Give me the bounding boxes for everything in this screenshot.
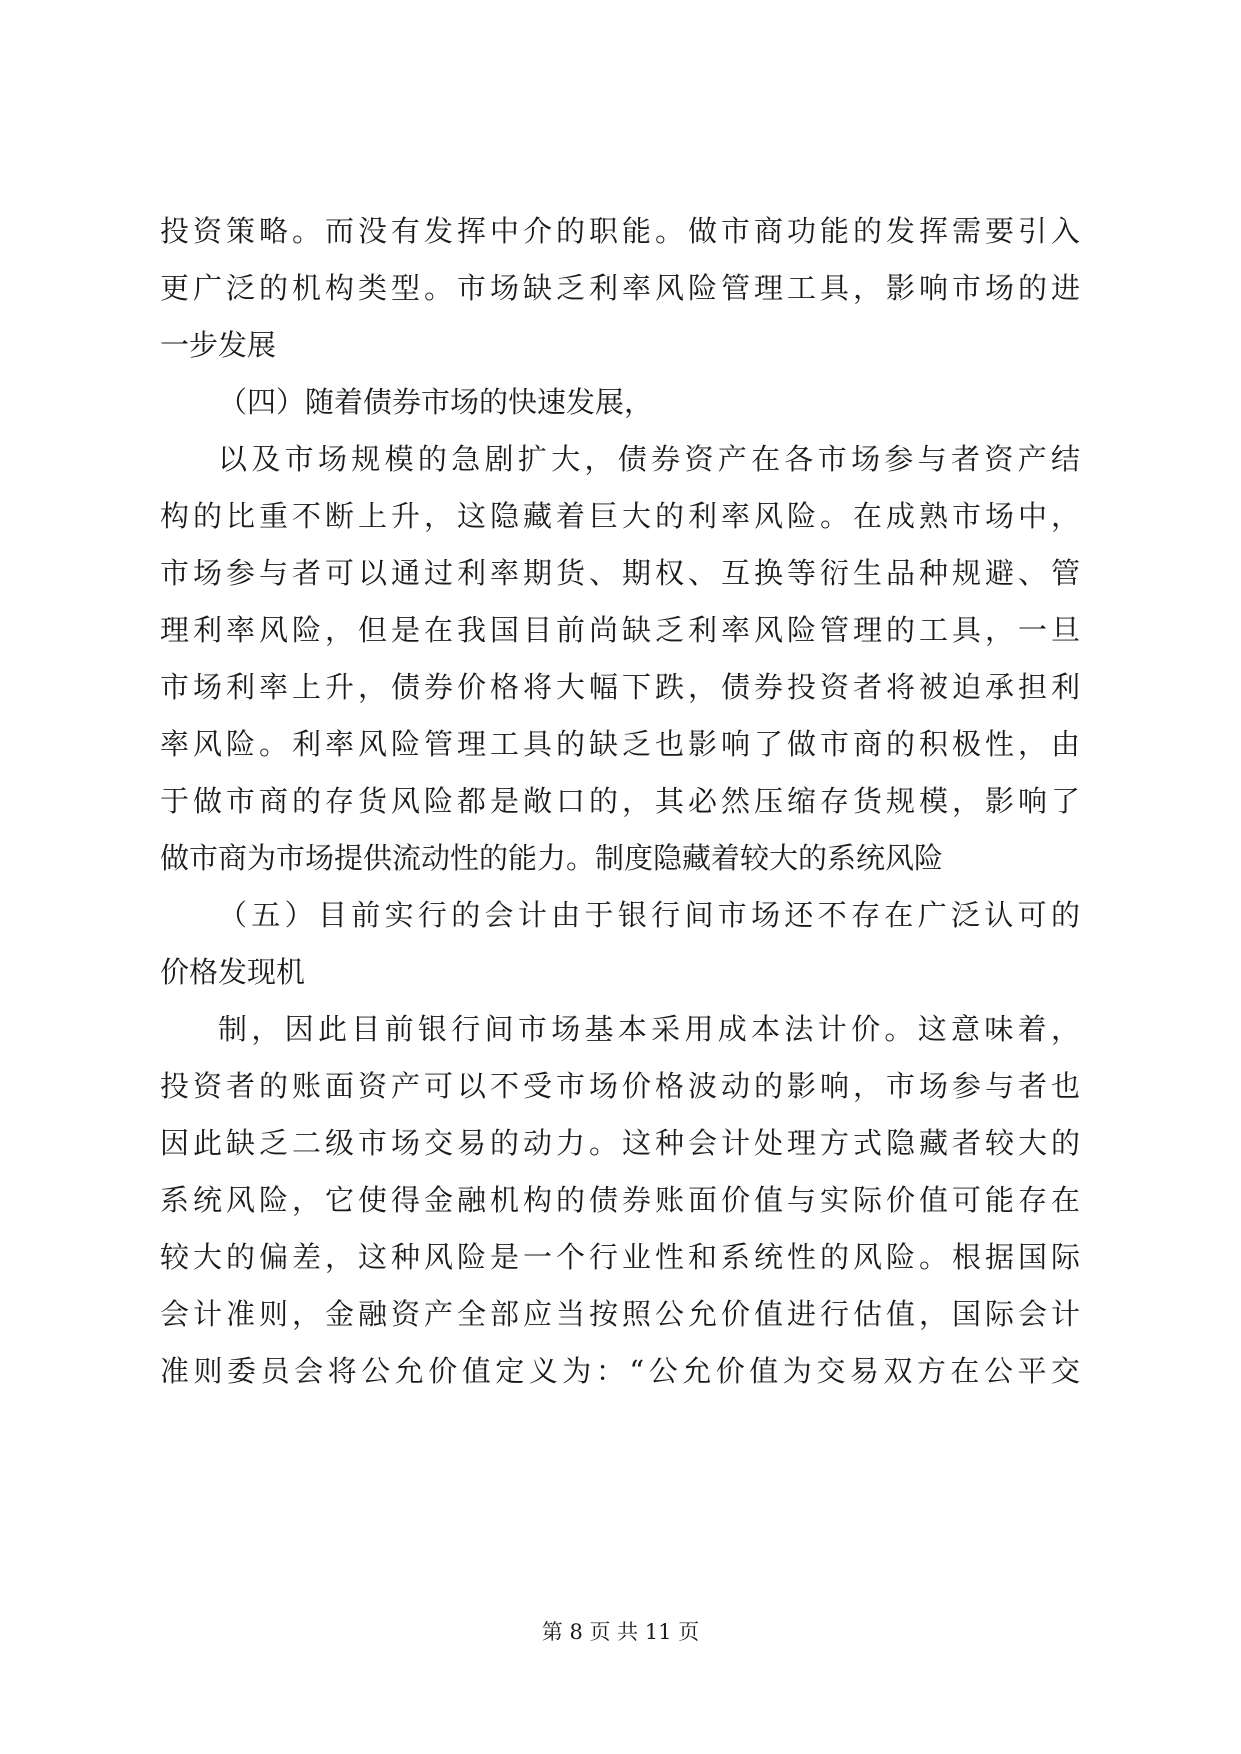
text-line: 投资策略。而没有发挥中介的职能。做市商功能的发挥需要引入 — [160, 214, 1080, 248]
body-text — [160, 203, 1080, 1400]
text-line: 制，因此目前银行间市场基本采用成本法计价。这意味着， — [218, 1012, 1080, 1046]
text-line: 于做市商的存货风险都是敞口的，其必然压缩存货规模，影响了 — [160, 784, 1080, 818]
text-line: 较大的偏差，这种风险是一个行业性和系统性的风险。根据国际 — [160, 1240, 1080, 1274]
page-number-footer: 第 8 页 共 11 页 — [541, 1620, 700, 1644]
text-line: 市场参与者可以通过利率期货、期权、互换等衍生品种规避、管 — [160, 556, 1080, 590]
text-line: 以及市场规模的急剧扩大，债券资产在各市场参与者资产结 — [218, 442, 1080, 476]
text-line: 率风险。利率风险管理工具的缺乏也影响了做市商的积极性，由 — [160, 727, 1080, 761]
text-line: 投资者的账面资产可以不受市场价格波动的影响，市场参与者也 — [160, 1069, 1080, 1103]
text-line: 理利率风险，但是在我国目前尚缺乏利率风险管理的工具，一旦 — [160, 613, 1080, 647]
text-line: 会计准则，金融资产全部应当按照公允价值进行估值，国际会计 — [160, 1297, 1080, 1331]
text-line: 一步发展 — [160, 328, 277, 362]
text-line: 准则委员会将公允价值定义为：“公允价值为交易双方在公平交 — [160, 1354, 1080, 1388]
section-heading-five: （五）目前实行的会计由于银行间市场还不存在广泛认可的 — [218, 898, 1080, 932]
text-line: 系统风险，它使得金融机构的债券账面价值与实际价值可能存在 — [160, 1183, 1080, 1217]
text-line: 构的比重不断上升，这隐藏着巨大的利率风险。在成熟市场中， — [160, 499, 1080, 533]
text-line: 价格发现机 — [160, 955, 306, 989]
section-heading-four: （四）随着债券市场的快速发展， — [218, 385, 654, 419]
text-line: 市场利率上升，债券价格将大幅下跌，债券投资者将被迫承担利 — [160, 670, 1080, 704]
text-line: 做市商为市场提供流动性的能力。制度隐藏着较大的系统风险 — [160, 841, 944, 875]
text-line: 因此缺乏二级市场交易的动力。这种会计处理方式隐藏者较大的 — [160, 1126, 1080, 1160]
text-line: 更广泛的机构类型。市场缺乏利率风险管理工具，影响市场的进 — [160, 271, 1080, 305]
